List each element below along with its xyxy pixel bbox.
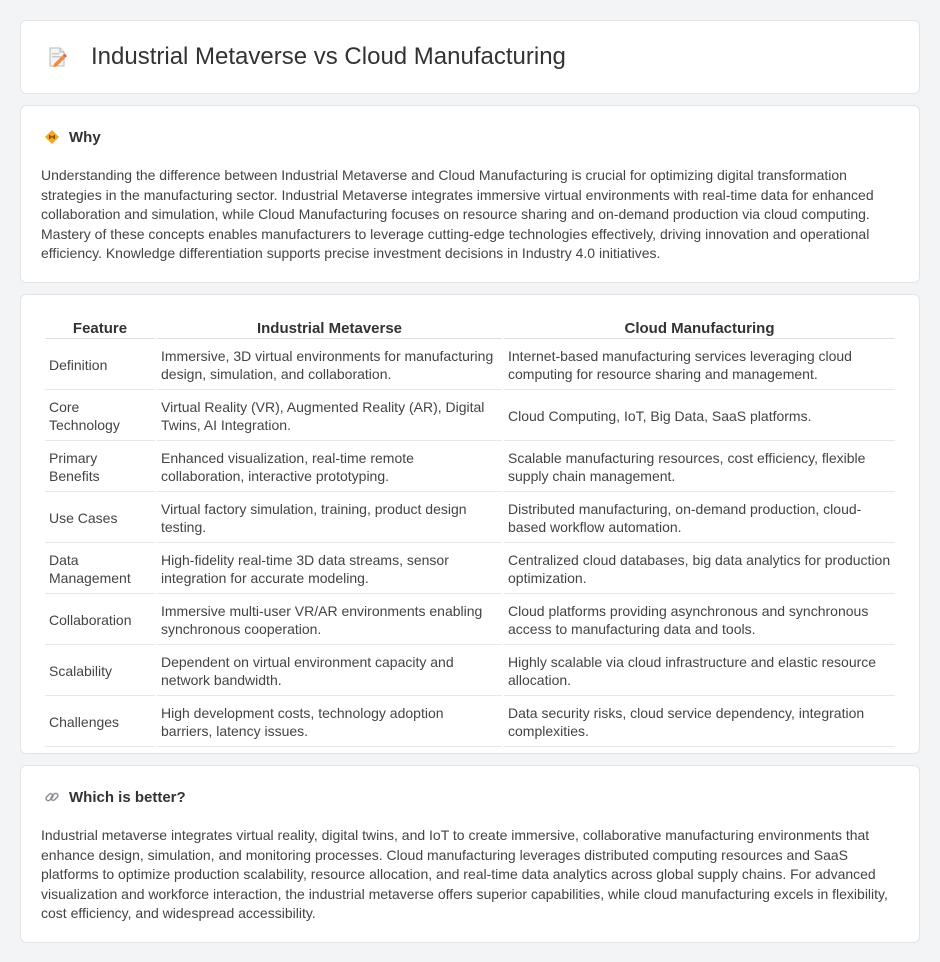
cloud-cell: Internet-based manufacturing services leveraging cloud computing for resource sharing and management.: [504, 341, 895, 390]
table-row: [45, 545, 895, 594]
header-card: [20, 20, 920, 94]
better-heading-row: [41, 788, 899, 806]
table-row: [45, 392, 895, 441]
cloud-cell: Distributed manufacturing, on-demand production, cloud-based workflow automation.: [504, 494, 895, 543]
table-row: [45, 494, 895, 543]
table-row: [45, 647, 895, 696]
comparison-table-card: [20, 294, 920, 754]
metaverse-cell: Immersive, 3D virtual environments for manufacturing design, simulation, and collaboration.: [157, 341, 502, 390]
feature-cell: Definition: [45, 341, 155, 390]
column-header: Cloud Manufacturing: [504, 317, 895, 339]
why-heading-row: [41, 128, 899, 146]
table-row: [45, 698, 895, 747]
feature-cell: Use Cases: [45, 494, 155, 543]
why-text: Understanding the difference between Industrial Metaverse and Cloud Manufacturing is crucial for optimizing digital transformation strategies in the manufacturing sector. Industrial Metaverse integrates immersive virtual environments with real-time data for enhanced collaboration and simulation, while Cloud Manufacturing focuses on resource sharing and on-demand production via cloud computing. Mastery of these concepts enables manufacturers to leverage cutting-edge technologies effectively, driving innovation and operational efficiency. Knowledge differentiation supports precise investment decisions in Industry 4.0 initiatives.: [41, 167, 874, 261]
cloud-cell: Cloud Computing, IoT, Big Data, SaaS platforms.: [504, 392, 895, 441]
cloud-cell: Centralized cloud databases, big data analytics for production optimization.: [504, 545, 895, 594]
link-icon: [43, 788, 61, 806]
metaverse-cell: Virtual factory simulation, training, product design testing.: [157, 494, 502, 543]
why-heading: Why: [69, 128, 101, 146]
cloud-cell: Scalable manufacturing resources, cost efficiency, flexible supply chain management.: [504, 443, 895, 492]
feature-cell: Data Management: [45, 545, 155, 594]
table-row: [45, 341, 895, 390]
cloud-cell: Cloud platforms providing asynchronous and synchronous access to manufacturing data and tools.: [504, 596, 895, 645]
metaverse-cell: High development costs, technology adoption barriers, latency issues.: [157, 698, 502, 747]
document-pencil-icon: [45, 44, 71, 70]
better-text: Industrial metaverse integrates virtual reality, digital twins, and IoT to create immersive, collaborative manufacturing environments that enhance design, simulation, and monitoring processes. Cloud manufacturing leverages distributed computing resources and SaaS platforms to optimize production scalability, resource allocation, and real-time data analytics across global supply chains. For advanced visualization and workforce interaction, the industrial metaverse offers superior capabilities, while cloud manufacturing excels in flexibility, cost efficiency, and widespread accessibility.: [41, 827, 888, 921]
metaverse-cell: Virtual Reality (VR), Augmented Reality (AR), Digital Twins, AI Integration.: [157, 392, 502, 441]
feature-cell: Primary Benefits: [45, 443, 155, 492]
column-header: Feature: [45, 317, 155, 339]
feature-cell: Collaboration: [45, 596, 155, 645]
table-row: [45, 596, 895, 645]
feature-cell: Scalability: [45, 647, 155, 696]
column-header: Industrial Metaverse: [157, 317, 502, 339]
page-title: Industrial Metaverse vs Cloud Manufacturing: [91, 43, 566, 70]
better-heading: Which is better?: [69, 788, 186, 806]
metaverse-cell: Immersive multi-user VR/AR environments enabling synchronous cooperation.: [157, 596, 502, 645]
metaverse-cell: Dependent on virtual environment capacity and network bandwidth.: [157, 647, 502, 696]
diamond-sign-icon: [43, 128, 61, 146]
feature-cell: Core Technology: [45, 392, 155, 441]
which-better-section: [20, 765, 920, 943]
comparison-table: [43, 315, 897, 749]
cloud-cell: Highly scalable via cloud infrastructure and elastic resource allocation.: [504, 647, 895, 696]
table-row: [45, 443, 895, 492]
metaverse-cell: High-fidelity real-time 3D data streams, sensor integration for accurate modeling.: [157, 545, 502, 594]
cloud-cell: Data security risks, cloud service dependency, integration complexities.: [504, 698, 895, 747]
feature-cell: Challenges: [45, 698, 155, 747]
why-section: [20, 105, 920, 283]
table-header-row: [45, 317, 895, 339]
metaverse-cell: Enhanced visualization, real-time remote collaboration, interactive prototyping.: [157, 443, 502, 492]
